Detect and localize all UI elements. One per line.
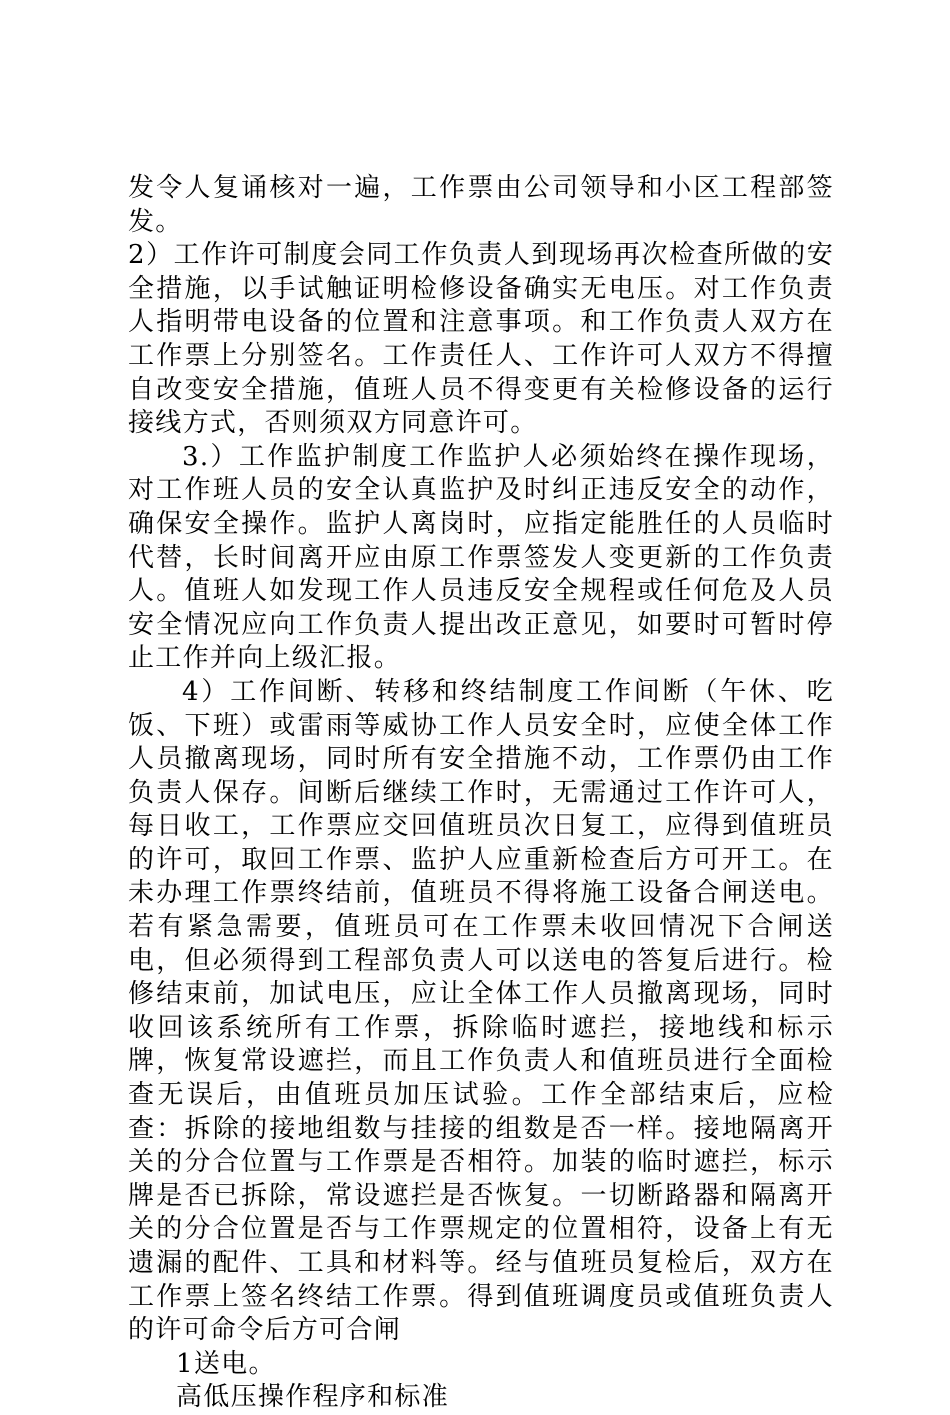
section-heading: 高低压操作程序和标准 xyxy=(176,1382,450,1413)
paragraph-work-supervision: 3.）工作监护制度工作监护人必须始终在操作现场，对工作班人员的安全认真监护及时纠正违反安全的动作，确保安全操作。监护人离岗时，应指定能胜任的人员临时代替，长时间离开应由原工作票签发人变更新的工作负责人。值班人如发现工作人员违反安全规程或任何危及人员安全情况应向工作负责人提出改正意见，如要时可暂时停止工作并向上级汇报。 xyxy=(128,441,834,674)
paragraph-continuation: 发令人复诵核对一遍，工作票由公司领导和小区工程部签发。 xyxy=(128,173,834,237)
paragraph-power-on: 1送电。 xyxy=(176,1348,276,1379)
document-page xyxy=(128,172,834,1415)
paragraph-work-interruption: 4）工作间断、转移和终结制度工作间断（午休、吃饭、下班）或雷雨等威协工作人员安全时，应使全体工作人员撤离现场，同时所有安全措施不动，工作票仍由工作负责人保存。间断后继续工作时，无需通过工作许可人，每日收工，工作票应交回值班员次日复工，应得到值班员的许可，取回工作票、监护人应重新检查后方可开工。在未办理工作票终结前，值班员不得将施工设备合闸送电。若有紧急需要，值班员可在工作票未收回情况下合闸送电，但必须得到工程部负责人可以送电的答复后进行。检修结束前，加试电压，应让全体工作人员撤离现场，同时收回该系统所有工作票，拆除临时遮拦，接地线和标示牌，恢复常设遮拦，而且工作负责人和值班员进行全面检查无误后，由值班员加压试验。工作全部结束后，应检查：拆除的接地组数与挂接的组数是否一样。接地隔离开关的分合位置与工作票是否相符。加装的临时遮拦，标示牌是否已拆除，常设遮拦是否恢复。一切断路器和隔离开关的分合位置是否与工作票规定的位置相符，设备上有无遗漏的配件、工具和材料等。经与值班员复检后，双方在工作票上签名终结工作票。得到值班调度员或值班负责人的许可命令后方可合闸 xyxy=(128,676,834,1346)
paragraph-work-permit: 2）工作许可制度会同工作负责人到现场再次检查所做的安全措施，以手试触证明检修设备确实无电压。对工作负责人指明带电设备的位置和注意事项。和工作负责人双方在工作票上分别签名。工作责任人、工作许可人双方不得擅自改变安全措施，值班人员不得变更有关检修设备的运行接线方式，否则须双方同意许可。 xyxy=(128,240,834,439)
